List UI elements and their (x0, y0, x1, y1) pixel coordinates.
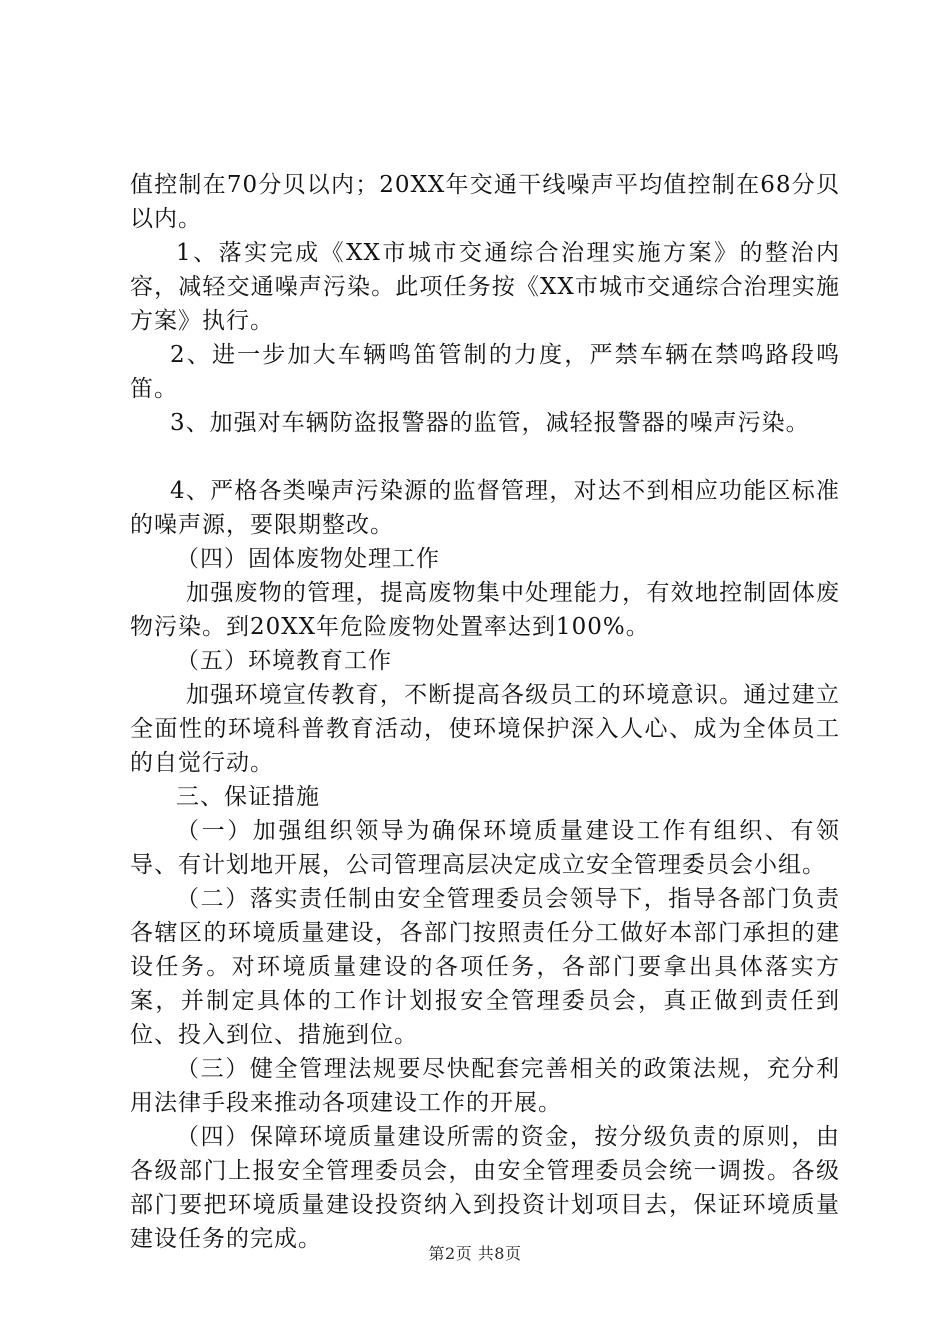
paragraph-guarantee-3: （三）健全管理法规要尽快配套完善相关的政策法规，充分利用法律手段来推动各项建设工作的开展。 (130, 1056, 840, 1116)
document-body (130, 168, 840, 1256)
section-heading-solid-waste: （四）固体废物处理工作 (176, 546, 440, 572)
paragraph-item-2: 2、进一步加大车辆鸣笛管制的力度，严禁车辆在禁鸣路段鸣笛。 (130, 342, 840, 402)
paragraph-item-1: 1、落实完成《XX市城市交通综合治理实施方案》的整治内容，减轻交通噪声污染。此项任务按《XX市城市交通综合治理实施方案》执行。 (130, 240, 840, 334)
paragraph-education: 加强环境宣传教育，不断提高各级员工的环境意识。通过建立全面性的环境科普教育活动，使环境保护深入人心、成为全体员工的自觉行动。 (130, 682, 840, 776)
paragraph-item-3: 3、加强对车辆防盗报警器的监管，减轻报警器的噪声污染。 (170, 410, 810, 436)
page-number-footer: 第2页 共8页 (428, 1244, 522, 1263)
paragraph-guarantee-2: （二）落实责任制由安全管理委员会领导下，指导各部门负责各辖区的环境质量建设，各部门按照责任分工做好本部门承担的建设任务。对环境质量建设的各项任务，各部门要拿出具体落实方案，并制定具体的工作计划报安全管理委员会，真正做到责任到位、投入到位、措施到位。 (130, 886, 840, 1048)
section-heading-education: （五）环境教育工作 (176, 648, 392, 674)
paragraph-noise-target: 值控制在70分贝以内；20XX年交通干线噪声平均值控制在68分贝以内。 (130, 172, 840, 232)
paragraph-guarantee-1: （一）加强组织领导为确保环境质量建设工作有组织、有领导、有计划地开展，公司管理高层决定成立安全管理委员会小组。 (130, 818, 840, 878)
section-heading-guarantee: 三、保证措施 (176, 784, 320, 810)
paragraph-guarantee-4: （四）保障环境质量建设所需的资金，按分级负责的原则，由各级部门上报安全管理委员会，由安全管理委员会统一调拨。各级部门要把环境质量建设投资纳入到投资计划项目去，保证环境质量建设任务的完成。 (130, 1124, 840, 1252)
paragraph-item-4: 4、严格各类噪声污染源的监督管理，对达不到相应功能区标准的噪声源，要限期整改。 (130, 478, 840, 538)
paragraph-solid-waste: 加强废物的管理，提高废物集中处理能力，有效地控制固体废物污染。到20XX年危险废物处置率达到100%。 (130, 580, 840, 640)
